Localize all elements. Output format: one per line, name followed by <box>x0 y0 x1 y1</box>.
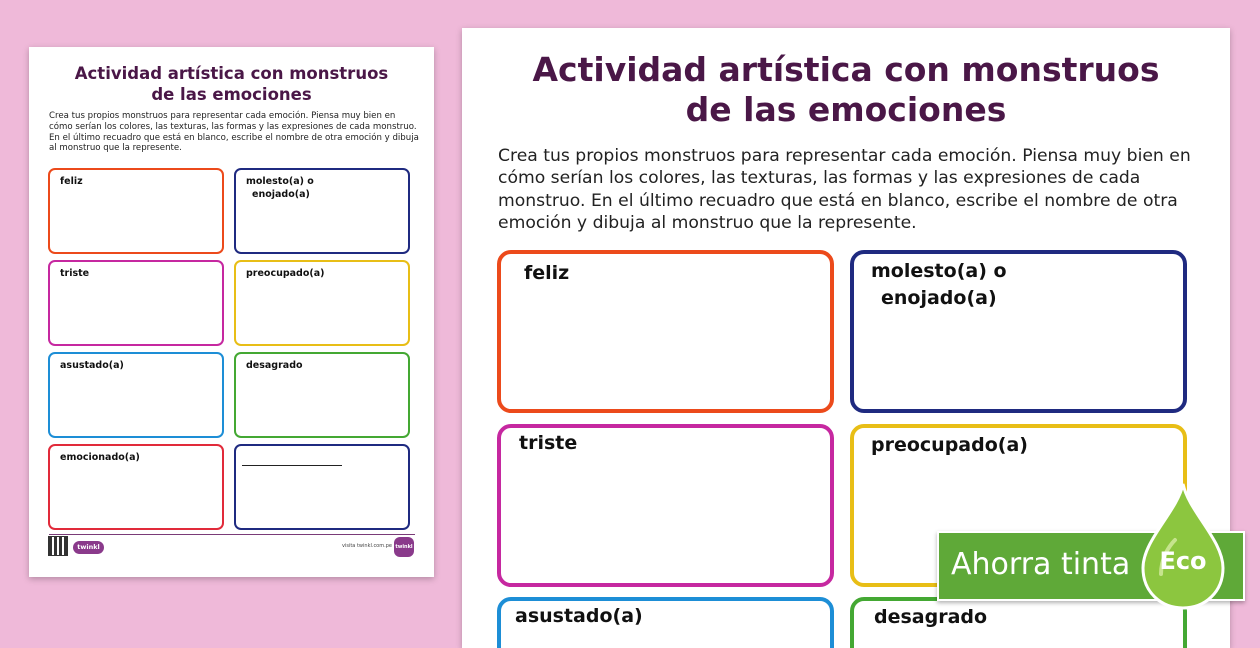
emotion-label: triste <box>519 432 578 454</box>
footer-divider <box>49 534 415 535</box>
eco-banner-text: Ahorra tinta <box>951 547 1131 582</box>
worksheet-description: Crea tus propios monstruos para representar cada emoción. Piensa muy bien en cómo serían los colores, las texturas, las formas y las expresiones de cada monstruo. En el último recuadro que está en blanco, escribe el nombre de otra emoción y dibuja al monstruo que la represente. <box>498 146 1191 233</box>
title-line-1: Actividad artística con monstruos <box>532 50 1160 89</box>
emotion-label: molesto(a) o enojado(a) <box>871 260 1007 309</box>
blank-write-line <box>242 465 342 466</box>
worksheet-thumbnail[interactable] <box>29 47 434 577</box>
emotion-label: preocupado(a) <box>246 268 325 279</box>
footer-site: visita twinkl.com.pe <box>342 543 392 549</box>
emotion-label: feliz <box>524 262 570 284</box>
emotion-label: triste <box>60 268 90 279</box>
worksheet-title <box>29 63 434 105</box>
emotion-box-asustado <box>48 352 224 438</box>
emotion-box-preocupado <box>234 260 410 346</box>
emotion-box-asustado <box>497 597 834 648</box>
eco-badge-label: Eco <box>1159 547 1207 575</box>
worksheet-title <box>462 50 1230 130</box>
emotion-box-molesto <box>850 250 1187 413</box>
emotion-label: emocionado(a) <box>60 452 140 463</box>
worksheet-description: Crea tus propios monstruos para representar cada emoción. Piensa muy bien en cómo serían los colores, las texturas, las formas y las expresiones de cada monstruo. En el último recuadro que está en blanco, escribe el nombre de otra emoción y dibuja al monstruo que la represente. <box>49 111 419 154</box>
title-line-1: Actividad artística con monstruos <box>74 64 389 83</box>
emotion-box-feliz <box>48 168 224 254</box>
emotion-box-emocionado <box>48 444 224 530</box>
emotion-label: desagrado <box>874 606 988 628</box>
title-line-2: de las emociones <box>685 90 1007 129</box>
emotion-box-feliz <box>497 250 834 413</box>
emotion-label: preocupado(a) <box>871 434 1028 456</box>
emotion-label: desagrado <box>246 360 303 371</box>
emotion-label: asustado(a) <box>515 605 643 627</box>
emotion-box-triste <box>497 424 834 587</box>
emotion-label: asustado(a) <box>60 360 124 371</box>
qr-code-icon <box>49 537 67 555</box>
emotion-label: feliz <box>60 176 83 187</box>
emotion-box-triste <box>48 260 224 346</box>
emotion-label: molesto(a) o enojado(a) <box>246 176 314 200</box>
emotion-box-blank <box>234 444 410 530</box>
twinkl-logo: twinkl <box>73 541 104 554</box>
title-line-2: de las emociones <box>151 85 312 104</box>
twinkl-badge-logo: twinkl <box>394 537 414 557</box>
emotion-box-desagrado <box>234 352 410 438</box>
emotion-box-molesto <box>234 168 410 254</box>
